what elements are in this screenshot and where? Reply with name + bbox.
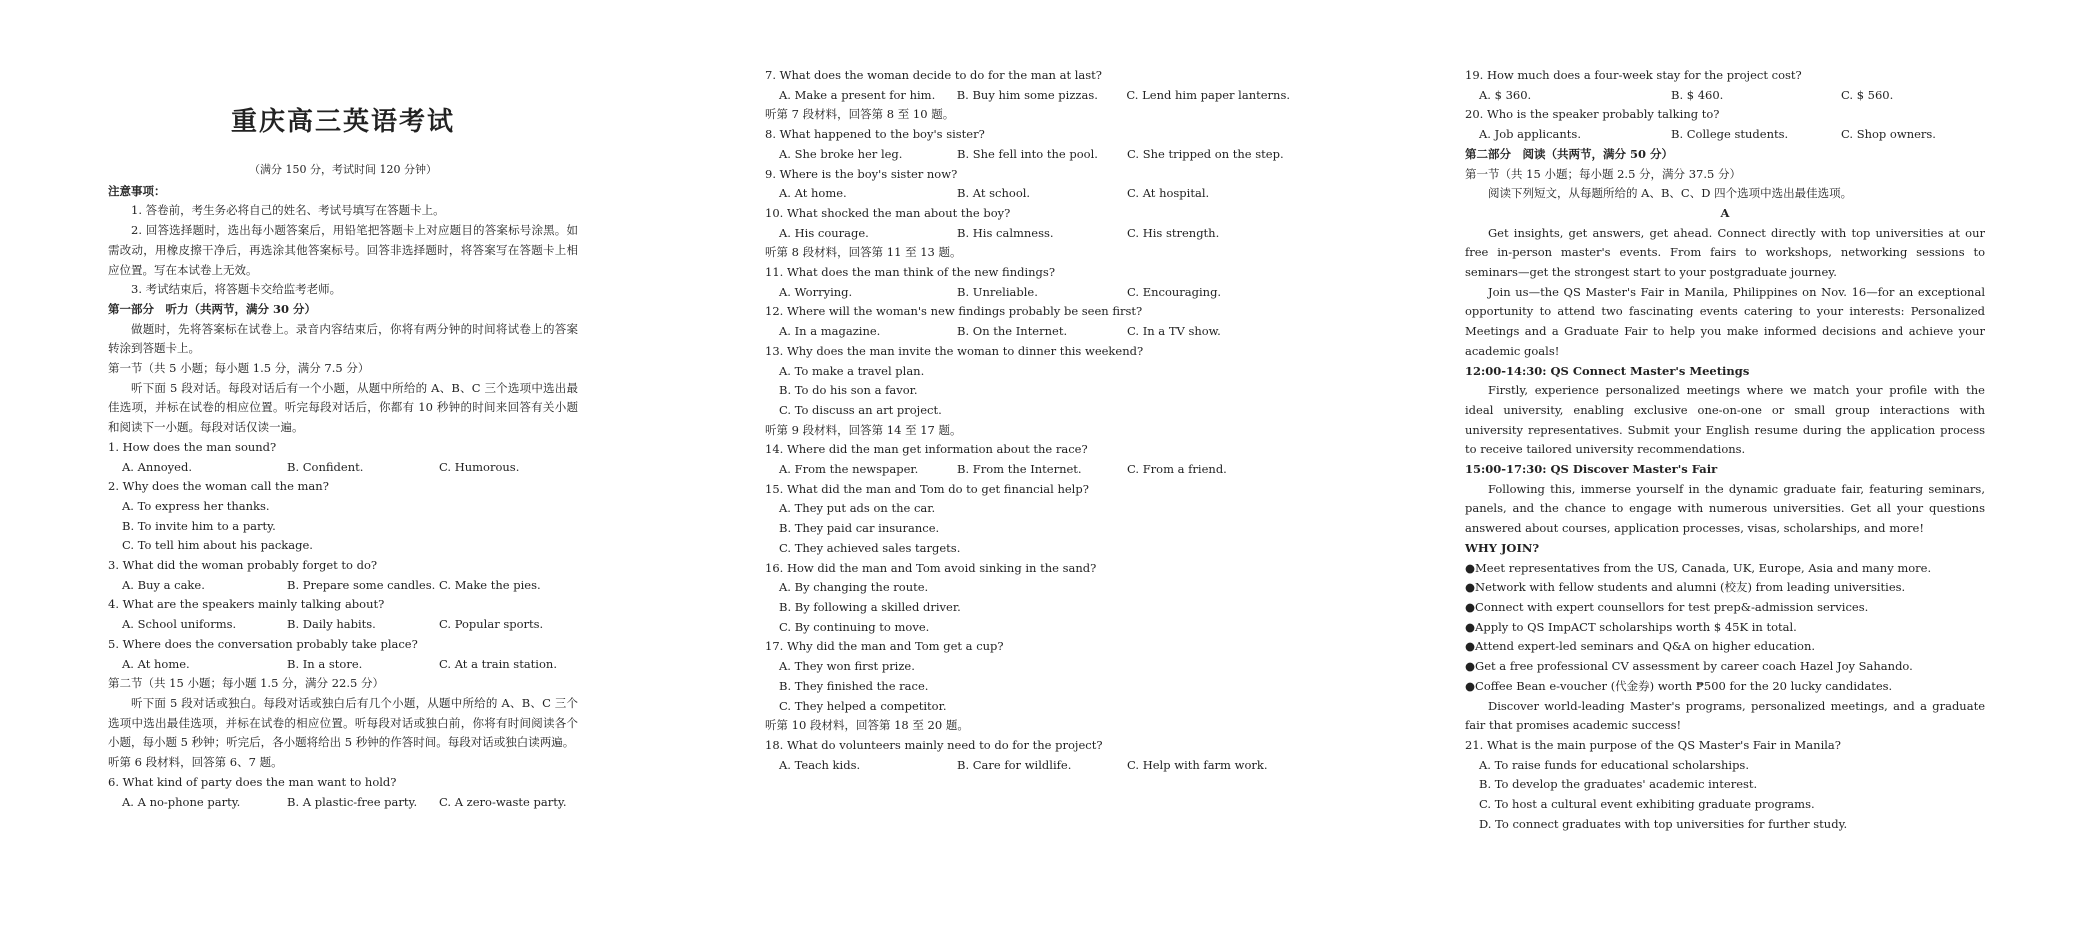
question-17: 17. Why did the man and Tom get a cup? (765, 639, 1004, 654)
bullet-item: ●Network with fellow students and alumni (校友) from leading universities. (1465, 580, 1906, 595)
listening-material-label: 听第 9 段材料，回答第 14 至 17 题。 (765, 422, 962, 437)
section2-intro: 听下面 5 段对话或独白。每段对话或独白后有几个小题，从题中所给的 A、B、C 三个选项中选出最佳选项，并标在试卷的相应位置。听每段对话或独白前，你将有时间阅读各个小题，每小题 5 秒钟；听完后，各小题将给出 5 秒钟的作答时间。每段对话或独白读两遍。 (108, 695, 578, 750)
option-a: A. Teach kids. (779, 757, 861, 772)
option-b: B. Confident. (287, 459, 364, 474)
option-c: C. Lend him paper lanterns. (1126, 87, 1290, 102)
question-14: 14. Where did the man get information about the race? (765, 442, 1088, 457)
listening-material-label: 听第 10 段材料，回答第 18 至 20 题。 (765, 718, 969, 733)
why-join-heading: WHY JOIN? (1465, 540, 1540, 555)
question-1: 1. How does the man sound? (108, 439, 277, 454)
option-b: B. Unreliable. (957, 284, 1038, 299)
question-20-options (1465, 125, 1985, 145)
option-b: B. From the Internet. (957, 462, 1082, 477)
question-7: 7. What does the woman decide to do for the man at last? (765, 68, 1102, 82)
option-c: C. She tripped on the step. (1127, 146, 1284, 161)
question-9: 9. Where is the boy's sister now? (765, 166, 958, 181)
option-c: C. Encouraging. (1127, 284, 1222, 299)
option-c: C. At hospital. (1127, 186, 1210, 201)
notice-item: 1. 答卷前，考生务必将自己的姓名、考试号填写在答题卡上。 (131, 203, 445, 218)
listening-material-label: 听第 7 段材料，回答第 8 至 10 题。 (765, 107, 955, 122)
option-a: A. They won first prize. (779, 659, 915, 674)
option-a: A. At home. (779, 186, 847, 201)
bullet-item: ●Coffee Bean e-voucher (代金券) worth ₱500 for the 20 lucky candidates. (1465, 678, 1893, 693)
option-b: B. College students. (1671, 127, 1789, 142)
passage-paragraph: Join us—the QS Master's Fair in Manila, Philippines on Nov. 16—for an exceptional opportunity to attend two fascinating events catering to your interests: Personalized Meetings and a Graduate Fair to help you make informed decisions and achieve your academic goals! (1465, 284, 1985, 358)
reading-section1-intro: 阅读下列短文，从每题所给的 A、B、C、D 四个选项中选出最佳选项。 (1488, 186, 1853, 201)
option-b: B. $ 460. (1671, 87, 1724, 102)
option-c: C. To tell him about his package. (122, 538, 313, 553)
option-c: C. In a TV show. (1127, 324, 1221, 339)
option-c: C. Make the pies. (439, 577, 541, 592)
option-b: B. To do his son a favor. (779, 383, 918, 398)
option-a: A. $ 360. (1479, 87, 1532, 102)
question-19: 19. How much does a four-week stay for the project cost? (1465, 68, 1802, 82)
option-a: A. At home. (122, 656, 190, 671)
passage-paragraph: Get insights, get answers, get ahead. Connect directly with top universities at our free in-person master's events. From fairs to workshops, networking sessions to seminars—get the strongest start to your postgraduate journey. (1465, 225, 1985, 280)
option-c: C. Help with farm work. (1127, 757, 1268, 772)
option-d: D. To connect graduates with top universities for further study. (1479, 816, 1848, 831)
option-b: B. In a store. (287, 656, 363, 671)
bullet-item: ●Get a free professional CV assessment by career coach Hazel Joy Sahando. (1465, 659, 1913, 674)
question-5: 5. Where does the conversation probably take place? (108, 636, 418, 651)
option-b: B. Prepare some candles. (287, 577, 436, 592)
question-12: 12. Where will the woman's new findings probably be seen first? (765, 304, 1143, 319)
question-19-options (1465, 86, 1985, 106)
question-16: 16. How did the man and Tom avoid sinking in the sand? (765, 560, 1097, 575)
option-b: B. His calmness. (957, 225, 1054, 240)
exam-title: 重庆高三英语考试 (230, 107, 455, 137)
option-c: C. They helped a competitor. (779, 698, 947, 713)
question-21: 21. What is the main purpose of the QS Master's Fair in Manila? (1465, 737, 1841, 752)
passage-paragraph: Discover world-leading Master's programs, personalized meetings, and a graduate fair that promises academic success! (1465, 698, 1985, 733)
passage-paragraph: Firstly, experience personalized meetings where we match your profile with the ideal university, enabling exclusive one-on-one or small group interactions with university representatives. Submit your English resume during the application process to receive tailored university recommendations. (1465, 383, 1985, 457)
question-15: 15. What did the man and Tom do to get financial help? (765, 481, 1089, 496)
option-a: A. Buy a cake. (122, 577, 205, 592)
option-b: B. Daily habits. (287, 617, 376, 632)
option-c: C. At a train station. (439, 656, 557, 671)
option-b: B. Care for wildlife. (957, 757, 1072, 772)
option-c: C. Humorous. (439, 459, 520, 474)
option-a: A. Annoyed. (122, 459, 192, 474)
exam-subtitle: （满分 150 分，考试时间 120 分钟） (249, 163, 437, 176)
option-c: C. Popular sports. (439, 617, 544, 632)
question-10: 10. What shocked the man about the boy? (765, 205, 1011, 220)
option-a: A. By changing the route. (779, 580, 929, 595)
option-b: B. They finished the race. (779, 678, 929, 693)
question-3: 3. What did the woman probably forget to do? (108, 558, 378, 573)
question-8-options (765, 145, 1290, 165)
option-c: C. His strength. (1127, 225, 1220, 240)
question-18-options (765, 756, 1290, 776)
option-a: A. His courage. (779, 225, 869, 240)
notice-item: 2. 回答选择题时，选出每小题答案后，用铅笔把答题卡上对应题目的答案标号涂黑。如需改动，用橡皮擦干净后，再选涂其他答案标号。回答非选择题时，将答案写在答题卡上相应位置。写在本试卷上无效。 (108, 223, 578, 277)
option-b: B. A plastic-free party. (287, 794, 418, 809)
option-a: A. Worrying. (779, 284, 853, 299)
question-7-options (765, 86, 1290, 106)
page-column-1 (108, 90, 578, 812)
option-c: C. To discuss an art project. (779, 402, 942, 417)
page-column-2 (765, 66, 1290, 775)
option-b: B. By following a skilled driver. (779, 599, 961, 614)
bullet-item: ●Apply to QS ImpACT scholarships worth $ 45K in total. (1465, 619, 1797, 634)
section1-heading: 第一节（共 5 小题；每小题 1.5 分，满分 7.5 分） (108, 361, 370, 376)
notice-heading: 注意事项： (108, 183, 166, 198)
bullet-item: ●Meet representatives from the US, Canada, UK, Europe, Asia and many more. (1465, 560, 1932, 575)
question-4-options (108, 615, 578, 635)
question-20: 20. Who is the speaker probably talking to? (1465, 107, 1720, 122)
option-b: B. On the Internet. (957, 324, 1068, 339)
option-c: C. A zero-waste party. (439, 794, 567, 809)
option-b: B. They paid car insurance. (779, 521, 940, 536)
question-4: 4. What are the speakers mainly talking about? (108, 597, 385, 612)
reading-section1-heading: 第一节（共 15 小题；每小题 2.5 分，满分 37.5 分） (1465, 166, 1741, 181)
bullet-item: ●Connect with expert counsellors for test prep&-admission services. (1465, 599, 1869, 614)
question-1-options (108, 458, 578, 478)
event-heading-fair: 15:00-17:30: QS Discover Master's Fair (1465, 462, 1718, 477)
option-a: A. Job applicants. (1479, 127, 1581, 142)
option-a: A. Make a present for him. (779, 87, 936, 102)
part2-heading: 第二部分 阅读（共两节，满分 50 分） (1465, 146, 1674, 161)
option-c: C. They achieved sales targets. (779, 540, 961, 555)
listening-material-label: 听第 8 段材料，回答第 11 至 13 题。 (765, 245, 962, 260)
question-11: 11. What does the man think of the new findings? (765, 265, 1055, 280)
question-14-options (765, 460, 1290, 480)
question-6: 6. What kind of party does the man want to hold? (108, 774, 397, 789)
option-c: C. By continuing to move. (779, 619, 930, 634)
option-a: A. From the newspaper. (779, 462, 919, 477)
option-a: A. They put ads on the car. (779, 501, 936, 516)
question-9-options (765, 184, 1290, 204)
part1-heading: 第一部分 听力（共两节，满分 30 分） (108, 301, 317, 316)
option-b: B. At school. (957, 186, 1031, 201)
option-b: B. Buy him some pizzas. (956, 87, 1098, 102)
question-8: 8. What happened to the boy's sister? (765, 127, 985, 142)
option-b: B. To invite him to a party. (122, 518, 276, 533)
question-13: 13. Why does the man invite the woman to dinner this weekend? (765, 343, 1144, 358)
passage-label: A (1720, 205, 1730, 220)
question-11-options (765, 283, 1290, 303)
event-heading-meetings: 12:00-14:30: QS Connect Master's Meetings (1465, 363, 1750, 378)
option-c: C. From a friend. (1127, 462, 1227, 477)
option-c: C. $ 560. (1841, 87, 1894, 102)
option-b: B. To develop the graduates' academic interest. (1479, 777, 1758, 792)
question-3-options (108, 576, 578, 596)
option-a: A. She broke her leg. (779, 146, 903, 161)
part1-intro: 做题时，先将答案标在试卷上。录音内容结束后，你将有两分钟的时间将试卷上的答案转涂到答题卡上。 (108, 321, 578, 356)
option-c: C. Shop owners. (1841, 127, 1936, 142)
option-a: A. To express her thanks. (122, 498, 270, 513)
question-12-options (765, 322, 1290, 342)
section2-heading: 第二节（共 15 小题；每小题 1.5 分，满分 22.5 分） (108, 676, 384, 691)
option-a: A. In a magazine. (779, 324, 881, 339)
option-a: A. To raise funds for educational scholarships. (1479, 757, 1749, 772)
option-c: C. To host a cultural event exhibiting graduate programs. (1479, 797, 1815, 812)
question-2: 2. Why does the woman call the man? (108, 479, 329, 494)
question-5-options (108, 655, 578, 675)
passage-paragraph: Following this, immerse yourself in the dynamic graduate fair, featuring seminars, panels, and the chance to engage with numerous universities. Get all your questions answered about courses, application processes, visas, scholarships, and more! (1465, 481, 1985, 536)
option-b: B. She fell into the pool. (957, 146, 1098, 161)
option-a: A. A no-phone party. (122, 794, 241, 809)
page-column-3 (1465, 66, 1985, 834)
section1-intro: 听下面 5 段对话。每段对话后有一个小题，从题中所给的 A、B、C 三个选项中选出最佳选项，并标在试卷的相应位置。听完每段对话后，你都有 10 秒钟的时间来回答有关小题和阅读下一小题。每段对话仅读一遍。 (108, 380, 578, 435)
listening-material-label: 听第 6 段材料，回答第 6、7 题。 (108, 755, 283, 770)
bullet-item: ●Attend expert-led seminars and Q&A on higher education. (1465, 639, 1816, 654)
option-a: A. School uniforms. (122, 617, 237, 632)
question-18: 18. What do volunteers mainly need to do for the project? (765, 737, 1103, 752)
option-a: A. To make a travel plan. (779, 363, 925, 378)
question-10-options (765, 224, 1290, 244)
question-6-options (108, 793, 578, 813)
notice-item: 3. 考试结束后，将答题卡交给监考老师。 (131, 282, 342, 297)
